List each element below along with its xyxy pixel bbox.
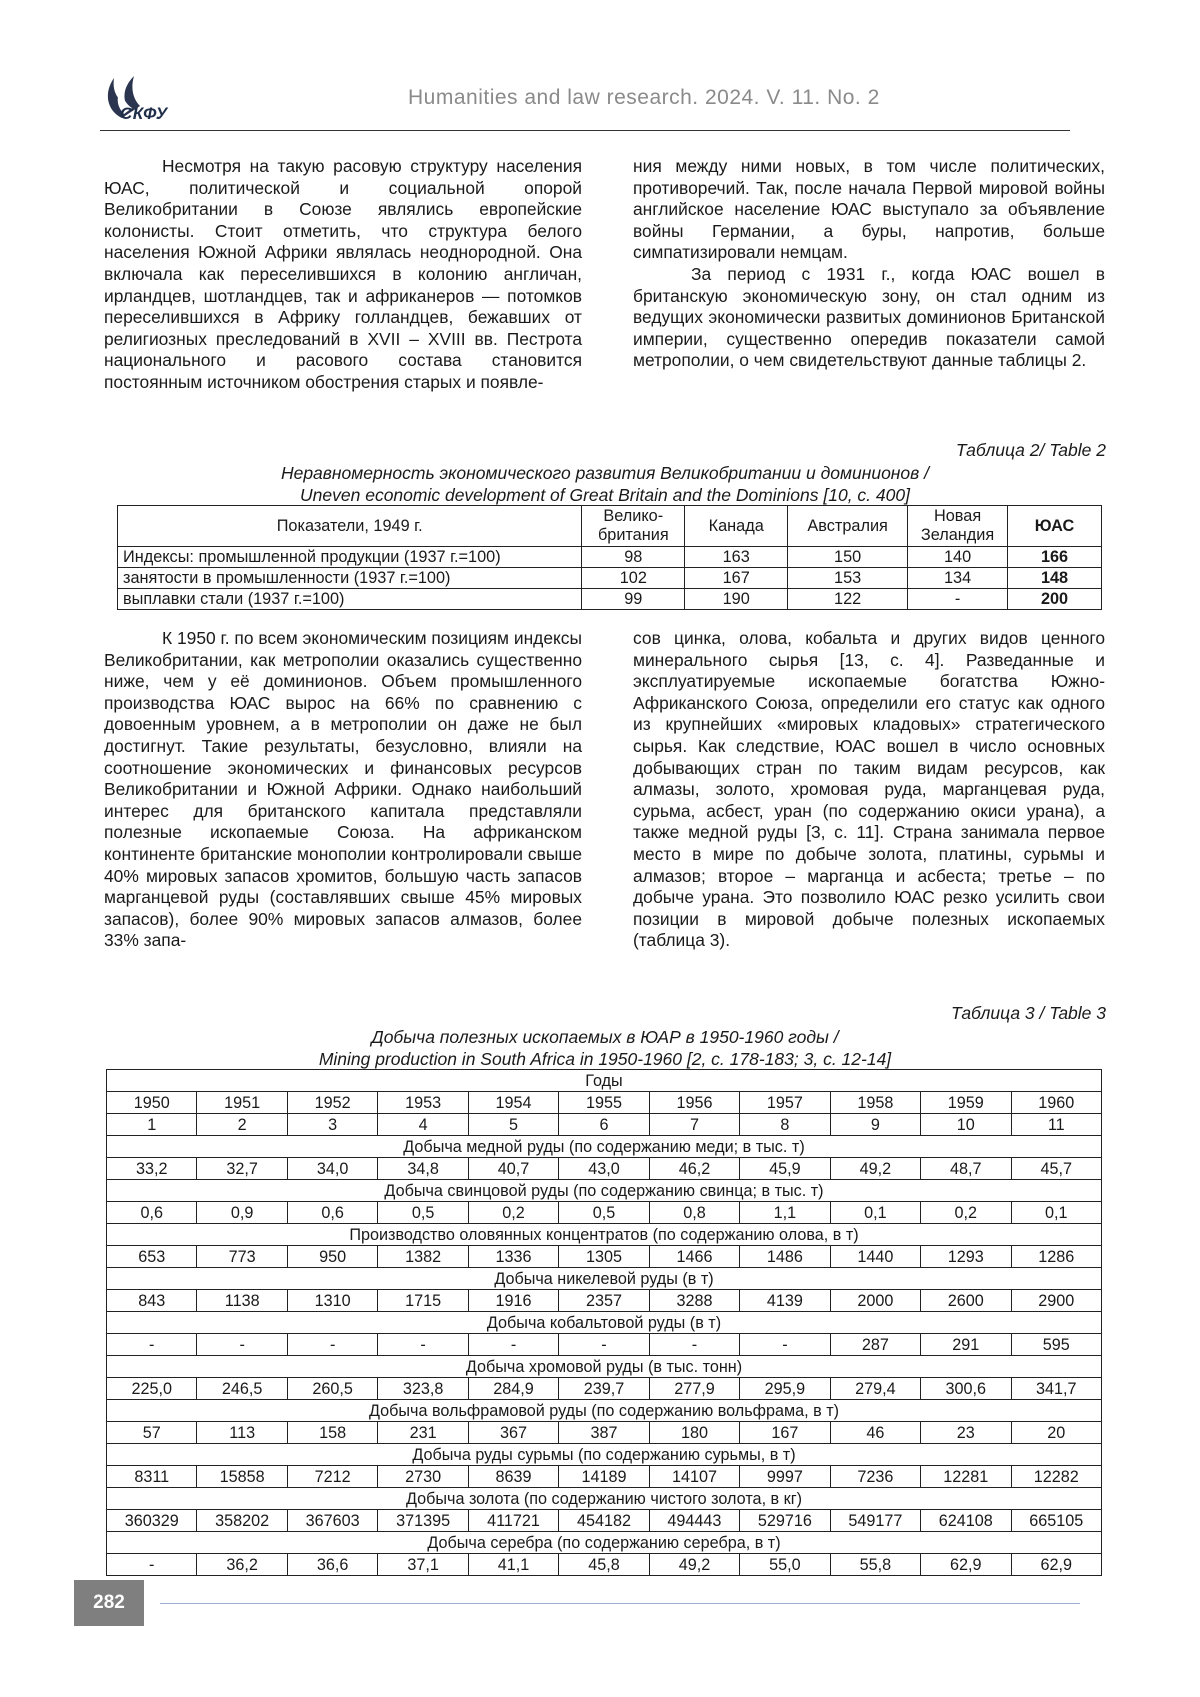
table-cell: 3288 <box>649 1290 739 1312</box>
table-years-header: Годы <box>107 1070 1102 1092</box>
table-cell: 323,8 <box>378 1378 468 1400</box>
table-cell: 10 <box>921 1114 1011 1136</box>
table-section-row <box>107 1488 1102 1510</box>
table-section-title: Добыча хромовой руды (в тыс. тонн) <box>107 1356 1102 1378</box>
table-cell: 3 <box>287 1114 377 1136</box>
table-cell: 140 <box>908 547 1008 568</box>
table-cell: 62,9 <box>1011 1554 1101 1576</box>
table-section-title: Добыча серебра (по содержанию серебра, в т) <box>107 1532 1102 1554</box>
table-cell: - <box>649 1334 739 1356</box>
table-cell: 2000 <box>830 1290 920 1312</box>
table-cell: 549177 <box>830 1510 920 1532</box>
table-cell: - <box>740 1334 830 1356</box>
table-row <box>107 1158 1102 1180</box>
table-cell: 148 <box>1008 568 1102 589</box>
table-section-row <box>107 1312 1102 1334</box>
table-cell: 57 <box>107 1422 197 1444</box>
table-row <box>107 1510 1102 1532</box>
table-cell: 1305 <box>559 1246 649 1268</box>
table-cell: 33,2 <box>107 1158 197 1180</box>
table-cell: - <box>107 1334 197 1356</box>
table-cell: 34,8 <box>378 1158 468 1180</box>
table-cell: 2730 <box>378 1466 468 1488</box>
text-column-right-top <box>633 156 1105 372</box>
table-section-row <box>107 1268 1102 1290</box>
table-cell: 34,0 <box>287 1158 377 1180</box>
table-cell: 1286 <box>1011 1246 1101 1268</box>
table-cell: 1,1 <box>740 1202 830 1224</box>
table-cell: 11 <box>1011 1114 1101 1136</box>
table-3 <box>106 1069 1102 1576</box>
paragraph-2: За период с 1931 г., когда ЮАС вошел в британскую экономическую зону, он стал одним из ведущих экономически развитых доминионов Британской империи, существенно опередив показатели самой метрополии, о чем свидетельствуют данные таблицы 2. <box>633 263 1105 371</box>
table-cell: 1715 <box>378 1290 468 1312</box>
text-column-left-top <box>104 156 582 394</box>
footer-divider <box>160 1603 1080 1604</box>
table-cell: 1958 <box>830 1092 920 1114</box>
table-cell: 1466 <box>649 1246 739 1268</box>
table-cell: 99 <box>582 589 685 610</box>
table-cell: занятости в промышленности (1937 г.=100) <box>118 568 582 589</box>
table-cell: 36,2 <box>197 1554 287 1576</box>
table-section-row <box>107 1180 1102 1202</box>
table-cell: 122 <box>788 589 908 610</box>
table-section-title: Добыча свинцовой руды (по содержанию свинца; в тыс. т) <box>107 1180 1102 1202</box>
table-section-row <box>107 1400 1102 1422</box>
table-cell: 773 <box>197 1246 287 1268</box>
table-cell: 279,4 <box>830 1378 920 1400</box>
table-cell: 2357 <box>559 1290 649 1312</box>
table-row <box>118 589 1102 610</box>
table-2 <box>117 505 1102 610</box>
table-cell: 158 <box>287 1422 377 1444</box>
table-cell: 7236 <box>830 1466 920 1488</box>
table-cell: 295,9 <box>740 1378 830 1400</box>
table-3-title-ru: Добыча полезных ископаемых в ЮАР в 1950-1960 годы / <box>371 1027 839 1047</box>
table-2-label: Таблица 2/ Table 2 <box>955 440 1106 460</box>
table-cell: 32,7 <box>197 1158 287 1180</box>
table-cell: 529716 <box>740 1510 830 1532</box>
table-cell: 49,2 <box>830 1158 920 1180</box>
table-cell: 6 <box>559 1114 649 1136</box>
table-cell: 55,0 <box>740 1554 830 1576</box>
table-cell: - <box>107 1554 197 1576</box>
table-2-title-en: Uneven economic development of Great Britain and the Dominions [10, с. 400] <box>300 485 910 505</box>
table-cell: 371395 <box>378 1510 468 1532</box>
table-cell: 113 <box>197 1422 287 1444</box>
table-section-row <box>107 1356 1102 1378</box>
table-cell: - <box>468 1334 558 1356</box>
table-cell: 62,9 <box>921 1554 1011 1576</box>
table-cell: 1440 <box>830 1246 920 1268</box>
table-cell: 1955 <box>559 1092 649 1114</box>
table-cell: 0,5 <box>378 1202 468 1224</box>
table-header-row <box>118 506 1102 547</box>
table-cell: 14189 <box>559 1466 649 1488</box>
table-cell: 454182 <box>559 1510 649 1532</box>
table-section-title: Добыча медной руды (по содержанию меди; в тыс. т) <box>107 1136 1102 1158</box>
table-row <box>107 1202 1102 1224</box>
table-section-title: Добыча никелевой руды (в т) <box>107 1268 1102 1290</box>
table-section-title: Добыча руды сурьмы (по содержанию сурьмы, в т) <box>107 1444 1102 1466</box>
logo-text: СКФУ <box>120 104 168 123</box>
table-section-title: Добыча золота (по содержанию чистого золота, в кг) <box>107 1488 1102 1510</box>
page-number: 282 <box>74 1580 144 1626</box>
table-cell: 14107 <box>649 1466 739 1488</box>
table-cell: 1954 <box>468 1092 558 1114</box>
table-cell: выплавки стали (1937 г.=100) <box>118 589 582 610</box>
table-cell: 624108 <box>921 1510 1011 1532</box>
table-row <box>118 568 1102 589</box>
table-cell: 1960 <box>1011 1092 1101 1114</box>
table-cell: 0,1 <box>1011 1202 1101 1224</box>
table-cell: 5 <box>468 1114 558 1136</box>
table-cell: 46 <box>830 1422 920 1444</box>
table-cell: 239,7 <box>559 1378 649 1400</box>
table-cell: 843 <box>107 1290 197 1312</box>
table-cell: 1382 <box>378 1246 468 1268</box>
table-cell: 1959 <box>921 1092 1011 1114</box>
table-2-title <box>120 462 1090 506</box>
text-column-left-bottom <box>104 628 582 952</box>
table-cell: 494443 <box>649 1510 739 1532</box>
table-cell: 1957 <box>740 1092 830 1114</box>
table-cell: 55,8 <box>830 1554 920 1576</box>
table-cell: 2900 <box>1011 1290 1101 1312</box>
table-cell: 665105 <box>1011 1510 1101 1532</box>
table-cell: 20 <box>1011 1422 1101 1444</box>
table-section-row <box>107 1070 1102 1092</box>
table-cell: 8639 <box>468 1466 558 1488</box>
table-cell: 358202 <box>197 1510 287 1532</box>
table-section-row <box>107 1532 1102 1554</box>
table-cell: 367603 <box>287 1510 377 1532</box>
table-cell: 45,8 <box>559 1554 649 1576</box>
table-row <box>107 1246 1102 1268</box>
table-cell: 653 <box>107 1246 197 1268</box>
table-cell: 166 <box>1008 547 1102 568</box>
table-cell: - <box>378 1334 468 1356</box>
table-cell: 387 <box>559 1422 649 1444</box>
table-header-cell: Канада <box>685 506 788 547</box>
table-cell: 12281 <box>921 1466 1011 1488</box>
table-cell: 200 <box>1008 589 1102 610</box>
paragraph-1-part-2: ния между ними новых, в том числе политических, противоречий. Так, после начала Первой мировой войны английское население ЮАС выступало за объявление войны Германии, а буры, напротив, больше симпатизировали немцам. <box>633 156 1105 263</box>
table-cell: 1953 <box>378 1092 468 1114</box>
table-cell: 0,9 <box>197 1202 287 1224</box>
table-cell: 950 <box>287 1246 377 1268</box>
table-3-title-en: Mining production in South Africa in 1950-1960 [2, с. 178-183; 3, с. 12-14] <box>318 1049 892 1069</box>
table-cell: 277,9 <box>649 1378 739 1400</box>
table-cell: 1950 <box>107 1092 197 1114</box>
table-cell: 167 <box>685 568 788 589</box>
table-cell: 1916 <box>468 1290 558 1312</box>
table-cell: 2 <box>197 1114 287 1136</box>
table-cell: 341,7 <box>1011 1378 1101 1400</box>
table-cell: 0,8 <box>649 1202 739 1224</box>
table-cell: 260,5 <box>287 1378 377 1400</box>
table-cell: 0,2 <box>468 1202 558 1224</box>
table-section-row <box>107 1224 1102 1246</box>
table-row <box>107 1092 1102 1114</box>
table-row <box>118 547 1102 568</box>
table-cell: Индексы: промышленной продукции (1937 г.=100) <box>118 547 582 568</box>
table-cell: - <box>287 1334 377 1356</box>
table-cell: - <box>197 1334 287 1356</box>
table-cell: 0,6 <box>107 1202 197 1224</box>
table-cell: 150 <box>788 547 908 568</box>
table-cell: 46,2 <box>649 1158 739 1180</box>
table-cell: 7 <box>649 1114 739 1136</box>
table-header-cell: ЮАС <box>1008 506 1102 547</box>
table-cell: 102 <box>582 568 685 589</box>
table-3-label: Таблица 3 / Table 3 <box>951 1003 1106 1023</box>
table-cell: - <box>908 589 1008 610</box>
table-cell: 0,5 <box>559 1202 649 1224</box>
table-row <box>107 1378 1102 1400</box>
table-cell: 49,2 <box>649 1554 739 1576</box>
table-cell: 9 <box>830 1114 920 1136</box>
table-cell: 1138 <box>197 1290 287 1312</box>
table-row <box>107 1422 1102 1444</box>
table-row <box>107 1466 1102 1488</box>
table-cell: 1956 <box>649 1092 739 1114</box>
table-cell: 360329 <box>107 1510 197 1532</box>
table-cell: 98 <box>582 547 685 568</box>
table-cell: 12282 <box>1011 1466 1101 1488</box>
table-3-title <box>120 1026 1090 1070</box>
table-section-title: Производство оловянных концентратов (по содержанию олова, в т) <box>107 1224 1102 1246</box>
paragraph-3-part-1: К 1950 г. по всем экономическим позициям индексы Великобритании, как метрополии оказались существенно ниже, чем у её доминионов. Объем промышленного производства ЮАС вырос на 66% по сравнению с довоенным уровнем, а в метрополии он даже не был достигнут. Такие результаты, безусловно, влияли на соотношение экономических и финансовых ресурсов Великобритании и Южной Африки. Однако наибольший интерес для британского капитала представляли полезные ископаемые Союза. На африканском континенте британские монополии контролировали свыше 40% мировых запасов хромитов, большую часть запасов марганцевой руды (составлявших свыше 45% мировых запасов), более 90% мировых запасов алмазов, более 33% запа- <box>104 628 582 951</box>
table-cell: 0,2 <box>921 1202 1011 1224</box>
table-cell: 134 <box>908 568 1008 589</box>
table-cell: 36,6 <box>287 1554 377 1576</box>
table-cell: 41,1 <box>468 1554 558 1576</box>
table-cell: 4139 <box>740 1290 830 1312</box>
table-cell: 43,0 <box>559 1158 649 1180</box>
table-cell: 4 <box>378 1114 468 1136</box>
table-row <box>107 1114 1102 1136</box>
table-row <box>107 1334 1102 1356</box>
table-cell: 1310 <box>287 1290 377 1312</box>
table-cell: 8 <box>740 1114 830 1136</box>
table-cell: 40,7 <box>468 1158 558 1180</box>
text-column-right-bottom <box>633 628 1105 952</box>
table-cell: 246,5 <box>197 1378 287 1400</box>
table-cell: 0,6 <box>287 1202 377 1224</box>
table-cell: 225,0 <box>107 1378 197 1400</box>
table-cell: 300,6 <box>921 1378 1011 1400</box>
table-cell: 190 <box>685 589 788 610</box>
table-cell: 1486 <box>740 1246 830 1268</box>
table-row <box>107 1554 1102 1576</box>
table-row <box>107 1290 1102 1312</box>
table-header-cell: Австралия <box>788 506 908 547</box>
table-cell: 48,7 <box>921 1158 1011 1180</box>
journal-logo <box>100 70 180 132</box>
table-cell: 1 <box>107 1114 197 1136</box>
table-section-row <box>107 1136 1102 1158</box>
table-cell: 1293 <box>921 1246 1011 1268</box>
table-cell: 367 <box>468 1422 558 1444</box>
table-header-cell: Показатели, 1949 г. <box>118 506 582 547</box>
table-cell: 2600 <box>921 1290 1011 1312</box>
table-cell: 163 <box>685 547 788 568</box>
table-cell: 411721 <box>468 1510 558 1532</box>
table-cell: 15858 <box>197 1466 287 1488</box>
table-cell: 153 <box>788 568 908 589</box>
table-cell: 180 <box>649 1422 739 1444</box>
table-cell: 231 <box>378 1422 468 1444</box>
table-cell: 45,9 <box>740 1158 830 1180</box>
table-cell: 595 <box>1011 1334 1101 1356</box>
table-cell: 8311 <box>107 1466 197 1488</box>
table-cell: 284,9 <box>468 1378 558 1400</box>
table-cell: 1952 <box>287 1092 377 1114</box>
table-cell: 0,1 <box>830 1202 920 1224</box>
journal-title: Humanities and law research. 2024. V. 11. No. 2 <box>408 86 880 109</box>
paragraph-1-part-1: Несмотря на такую расовую структуру населения ЮАС, политической и социальной опорой Великобритании в Союзе являлись европейские колонисты. Стоит отметить, что структура белого населения Южной Африки являлась неоднородной. Она включала как переселившихся в колонию англичан, ирландцев, шотландцев, так и африканеров — потомков переселившихся в Африку голландцев, бежавших от религиозных преследований в XVII – XVIII вв. Пестрота национального и расового состава становится постоянным источником обострения старых и появле- <box>104 156 582 392</box>
table-cell: 167 <box>740 1422 830 1444</box>
table-section-row <box>107 1444 1102 1466</box>
header-divider <box>100 130 1070 131</box>
table-header-cell: Велико- британия <box>582 506 685 547</box>
table-cell: 9997 <box>740 1466 830 1488</box>
table-section-title: Добыча кобальтовой руды (в т) <box>107 1312 1102 1334</box>
table-cell: 23 <box>921 1422 1011 1444</box>
table-cell: 7212 <box>287 1466 377 1488</box>
paragraph-3-part-2: сов цинка, олова, кобальта и других видов ценного минерального сырья [13, с. 4]. Разведанные и эксплуатируемые ископаемые богатства Южно-Африканского Союза, определили его статус как одного из крупнейших «мировых кладовых» стратегического сырья. Как следствие, ЮАС вошел в число основных добывающих стран по таким видам ресурсов, как алмазы, золото, хромовая руда, марганцевая руда, сурьма, асбест, уран (по содержанию окиси урана), а также медной руды [3, с. 11]. Страна занимала первое место в мире по добыче золота, платины, сурьмы и алмазов; второе – марганца и асбеста; третье – по добыче урана. Это позволило ЮАС резко усилить свои позиции в мировой добыче полезных ископаемых (таблица 3). <box>633 628 1105 951</box>
table-cell: - <box>559 1334 649 1356</box>
table-section-title: Добыча вольфрамовой руды (по содержанию вольфрама, в т) <box>107 1400 1102 1422</box>
table-header-cell: Новая Зеландия <box>908 506 1008 547</box>
table-cell: 287 <box>830 1334 920 1356</box>
table-cell: 45,7 <box>1011 1158 1101 1180</box>
table-cell: 1336 <box>468 1246 558 1268</box>
table-cell: 37,1 <box>378 1554 468 1576</box>
table-cell: 291 <box>921 1334 1011 1356</box>
page-header <box>0 0 1200 135</box>
table-cell: 1951 <box>197 1092 287 1114</box>
table-2-title-ru: Неравномерность экономического развития Великобритании и доминионов / <box>280 463 930 483</box>
